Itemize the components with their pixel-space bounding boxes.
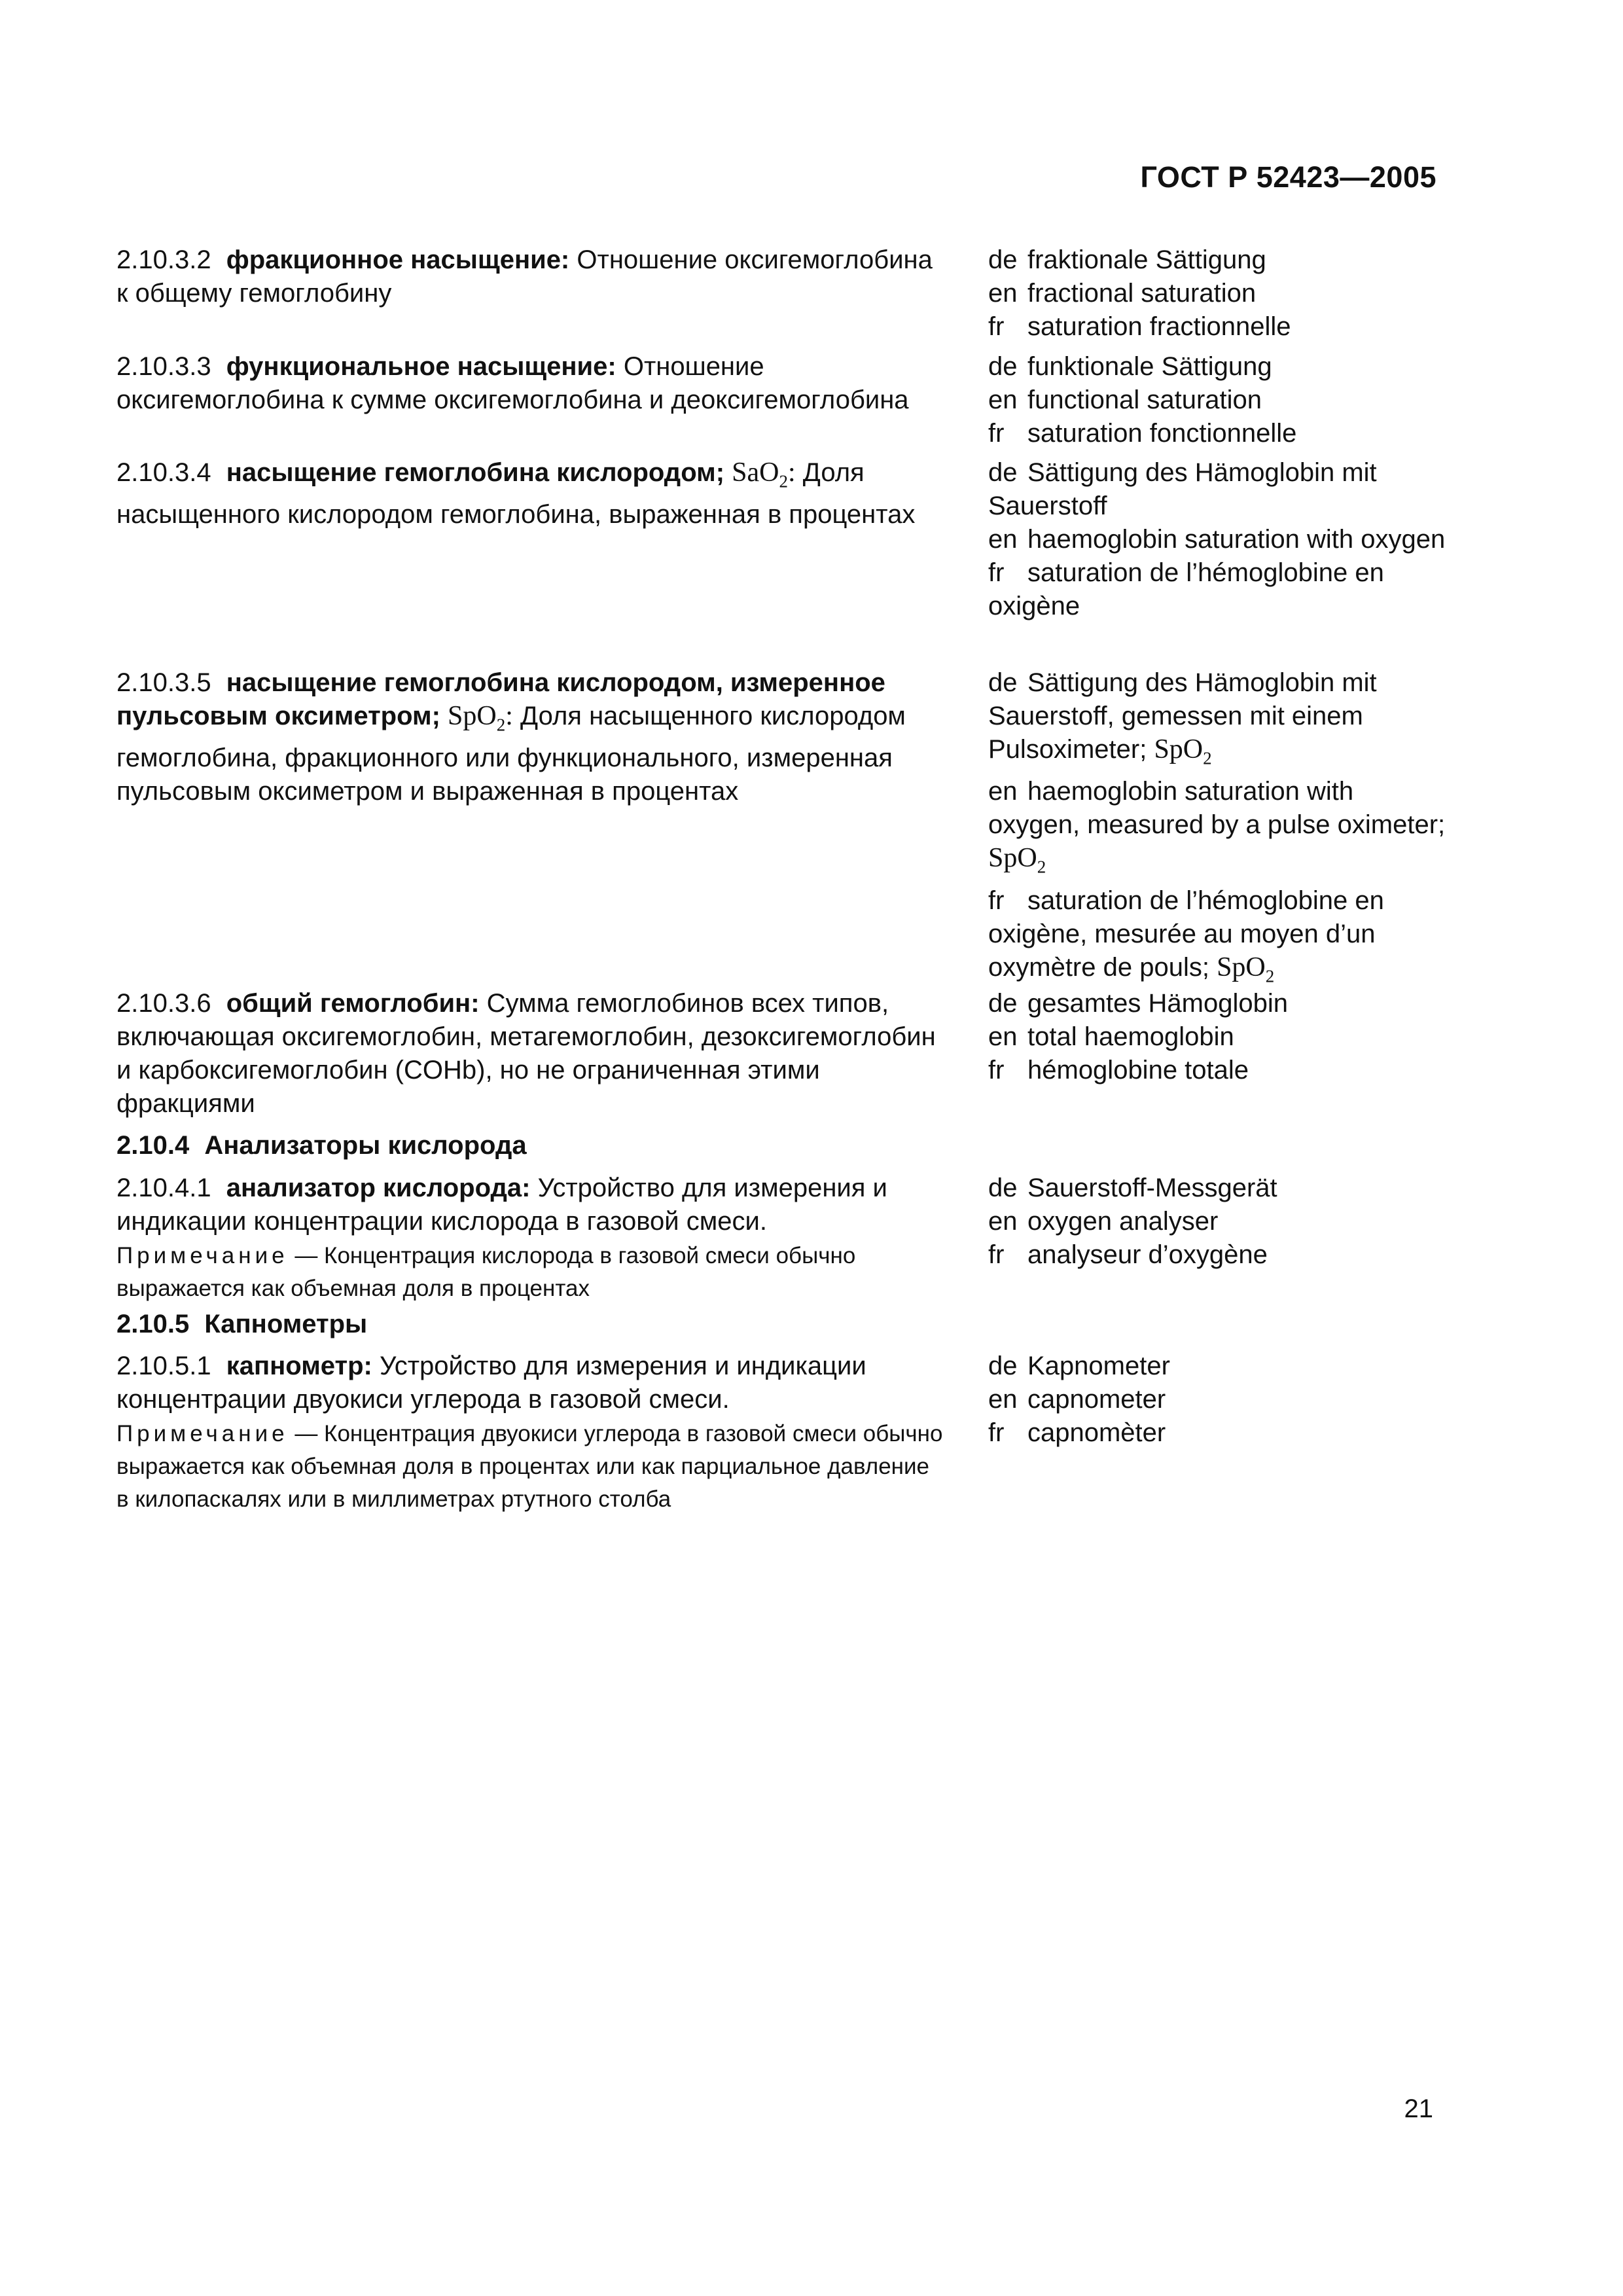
equivalent-fr: capnomèter — [1027, 1418, 1166, 1447]
definition: Сумма гемоглобинов всех типов, включающая оксигемоглобин, метагемоглобин, дезоксигемоглобин и карбоксигемоглобин (COHb), но не ограниченная этими фракциями — [116, 989, 936, 1118]
lang-code-fr: fr — [988, 1056, 1005, 1085]
lang-code-en: en — [988, 1207, 1018, 1236]
note — [116, 1418, 948, 1516]
term-equivalents — [988, 1350, 1446, 1450]
clause-number: 2.10.3.6 — [116, 989, 211, 1018]
term: функциональное насыщение: — [226, 352, 616, 381]
equivalent-en: capnometer — [1027, 1385, 1166, 1414]
equivalent-en: haemoglobin saturation with oxygen, measured by a pulse oximeter; — [988, 777, 1446, 840]
term: анализатор кислорода: — [226, 1174, 531, 1202]
equivalent-de: Sättigung des Hämoglobin mit Sauerstoff, gemessen mit einem Pulsoximeter; — [988, 668, 1377, 764]
lang-code-de: de — [988, 1352, 1018, 1380]
clause-number: 2.10.4.1 — [116, 1174, 211, 1202]
equivalent-de: fraktionale Sättigung — [1027, 245, 1266, 274]
term-equivalents — [988, 987, 1446, 1087]
lang-code-de: de — [988, 989, 1018, 1018]
term-equivalents — [988, 666, 1446, 993]
lang-code-fr: fr — [988, 1240, 1005, 1269]
note-text: — Концентрация кислорода в газовой смеси обычно выражается как объемная доля в процентах — [116, 1243, 856, 1301]
definition: Устройство для измерения и индикации концентрации двуокиси углерода в газовой смеси. — [116, 1352, 866, 1414]
lang-code-fr: fr — [988, 419, 1005, 448]
clause-number: 2.10.3.4 — [116, 458, 211, 487]
term-equivalents — [988, 1172, 1446, 1272]
equivalent-en: total haemoglobin — [1027, 1022, 1234, 1051]
lang-code-en: en — [988, 1022, 1018, 1051]
equivalent-fr: saturation fractionnelle — [1027, 312, 1291, 341]
lang-code-de: de — [988, 245, 1018, 274]
note-label: Примечание — [116, 1421, 289, 1446]
lang-code-en: en — [988, 386, 1018, 414]
section-number: 2.10.5 — [116, 1310, 190, 1338]
definition: Доля насыщенного кислородом гемоглобина, выраженная в процентах — [116, 458, 916, 529]
symbol: SpO$_2$: — [448, 701, 513, 735]
lang-code-en: en — [988, 279, 1018, 308]
symbol: SpO$_2$ — [988, 843, 1046, 877]
equivalent-de: gesamtes Hämoglobin — [1027, 989, 1288, 1018]
page-number: 21 — [1404, 2094, 1433, 2123]
equivalent-de: funktionale Sättigung — [1027, 352, 1272, 381]
document-id-header: ГОСТ Р 52423—2005 — [1140, 160, 1436, 194]
term: общий гемоглобин: — [226, 989, 480, 1018]
lang-code-en: en — [988, 525, 1018, 554]
lang-code-en: en — [988, 1385, 1018, 1414]
lang-code-de: de — [988, 458, 1018, 487]
section-number: 2.10.4 — [116, 1131, 190, 1160]
lang-code-de: de — [988, 352, 1018, 381]
clause-number: 2.10.3.2 — [116, 245, 211, 274]
symbol: SpO$_2$ — [1154, 734, 1212, 768]
term-equivalents — [988, 243, 1446, 344]
equivalent-de: Sättigung des Hämoglobin mit Sauerstoff — [988, 458, 1377, 520]
term: насыщение гемоглобина кислородом; — [226, 458, 725, 487]
equivalent-en: oxygen analyser — [1027, 1207, 1219, 1236]
clause-number: 2.10.3.3 — [116, 352, 211, 381]
symbol: SaO$_2$: — [732, 457, 796, 492]
equivalent-fr: saturation fonctionnelle — [1027, 419, 1297, 448]
definition: Устройство для измерения и индикации концентрации кислорода в газовой смеси. — [116, 1174, 887, 1236]
term-definition — [116, 1350, 948, 1516]
term-equivalents — [988, 456, 1446, 623]
term-definition — [116, 666, 948, 808]
term-equivalents — [988, 350, 1446, 450]
equivalent-de: Sauerstoff-Messgerät — [1027, 1174, 1277, 1202]
term-definition — [116, 350, 948, 417]
equivalent-fr: hémoglobine totale — [1027, 1056, 1249, 1085]
equivalent-en: fractional saturation — [1027, 279, 1257, 308]
lang-code-en: en — [988, 777, 1018, 806]
lang-code-fr: fr — [988, 886, 1005, 915]
section-title: Анализаторы кислорода — [204, 1131, 527, 1160]
lang-code-fr: fr — [988, 1418, 1005, 1447]
note-label: Примечание — [116, 1243, 289, 1268]
term-definition — [116, 456, 948, 531]
section-title: Капнометры — [204, 1310, 368, 1338]
term: насыщение гемоглобина кислородом, измеренное пульсовым оксиметром; — [116, 668, 885, 730]
term: фракционное насыщение: — [226, 245, 570, 274]
equivalent-de: Kapnometer — [1027, 1352, 1170, 1380]
definition: Отношение оксигемоглобина к общему гемоглобину — [116, 245, 933, 308]
symbol: SpO$_2$ — [1217, 952, 1275, 986]
definition: Отношение оксигемоглобина к сумме оксигемоглобина и деоксигемоглобина — [116, 352, 909, 414]
note-text: — Концентрация двуокиси углерода в газовой смеси обычно выражается как объемная доля в процентах или как парциальное давление в килопаскалях или в миллиметрах ртутного столба — [116, 1421, 943, 1512]
lang-code-de: de — [988, 1174, 1018, 1202]
term-definition — [116, 1172, 948, 1305]
equivalent-fr: analyseur d’oxygène — [1027, 1240, 1268, 1269]
lang-code-fr: fr — [988, 558, 1005, 587]
definition: Доля насыщенного кислородом гемоглобина, фракционного или функционального, измеренная пульсовым оксиметром и выраженная в процентах — [116, 702, 906, 806]
term-definition — [116, 243, 948, 310]
note — [116, 1240, 948, 1305]
equivalent-en: functional saturation — [1027, 386, 1262, 414]
equivalent-en: haemoglobin saturation with oxygen — [1027, 525, 1446, 554]
equivalent-fr: saturation de l’hémoglobine en oxigène, mesurée au moyen d’un oxymètre de pouls; — [988, 886, 1384, 982]
term-definition — [116, 987, 948, 1121]
equivalent-fr: saturation de l’hémoglobine en oxigène — [988, 558, 1384, 620]
clause-number: 2.10.3.5 — [116, 668, 211, 697]
clause-number: 2.10.5.1 — [116, 1352, 211, 1380]
lang-code-de: de — [988, 668, 1018, 697]
lang-code-fr: fr — [988, 312, 1005, 341]
term: капнометр: — [226, 1352, 372, 1380]
